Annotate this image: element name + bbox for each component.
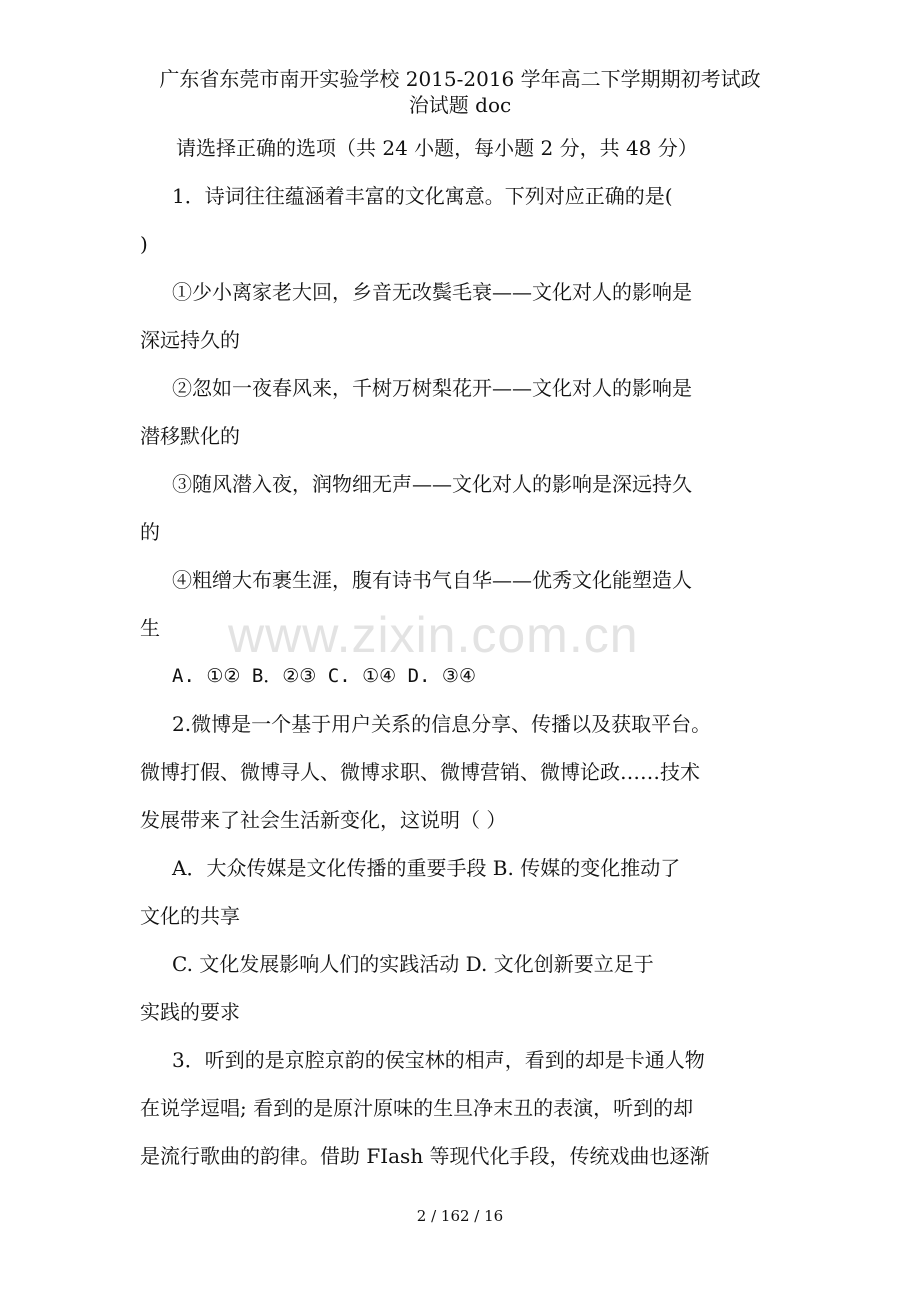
q1-item-3-line-2: 的	[140, 520, 160, 544]
q1-item-2-line-2: 潜移默化的	[140, 424, 240, 448]
q3-stem-line-3: 是流行歌曲的韵律。借助 FIash 等现代化手段，传统戏曲也逐渐	[140, 1144, 710, 1168]
q2-option-line-3: C. 文化发展影响人们的实践活动 D. 文化创新要立足于	[172, 952, 654, 976]
q1-item-2-line-1: ②忽如一夜春风来，千树万树梨花开——文化对人的影响是	[172, 376, 692, 400]
q2-option-line-4: 实践的要求	[140, 1000, 240, 1024]
q1-options: A. ①② B．②③ C. ①④ D. ③④	[172, 665, 476, 687]
page-footer: 2 / 162 / 16	[416, 1207, 504, 1225]
q1-item-4-line-2: 生	[140, 616, 160, 640]
q3-stem-line-1: 3．听到的是京腔京韵的侯宝林的相声，看到的却是卡通人物	[172, 1048, 705, 1072]
document-title	[120, 66, 800, 118]
q1-item-3-line-1: ③随风潜入夜，润物细无声——文化对人的影响是深远持久	[172, 472, 692, 496]
q1-item-1-line-2: 深远持久的	[140, 328, 240, 352]
title-line-1: 广东省东莞市南开实验学校 2015-2016 学年高二下学期期初考试政	[159, 67, 761, 91]
q2-option-line-1: A．大众传媒是文化传播的重要手段 B. 传媒的变化推动了	[172, 856, 681, 880]
q2-stem-line-2: 微博打假、微博寻人、微博求职、微博营销、微博论政……技术	[140, 760, 700, 784]
q3-stem-line-2: 在说学逗唱; 看到的是原汁原味的生旦净末丑的表演，听到的却	[140, 1096, 694, 1120]
q1-stem-line-1: 1．诗词往往蕴涵着丰富的文化寓意。下列对应正确的是(	[172, 184, 673, 208]
q1-item-4-line-1: ④粗缯大布裹生涯，腹有诗书气自华——优秀文化能塑造人	[172, 568, 692, 592]
q1-stem-line-2: )	[140, 232, 148, 256]
q2-stem-line-1: 2.微博是一个基于用户关系的信息分享、传播以及获取平台。	[172, 712, 712, 736]
q2-option-line-2: 文化的共享	[140, 904, 240, 928]
watermark-text: www.zixin.com.cn	[228, 607, 639, 663]
q2-stem-line-3: 发展带来了社会生活新变化，这说明（ ）	[140, 808, 507, 832]
q1-item-1-line-1: ①少小离家老大回，乡音无改鬓毛衰——文化对人的影响是	[172, 280, 692, 304]
title-line-2: 治试题 doc	[408, 93, 512, 117]
instruction-text: 请选择正确的选项（共 24 小题，每小题 2 分，共 48 分）	[176, 136, 698, 160]
